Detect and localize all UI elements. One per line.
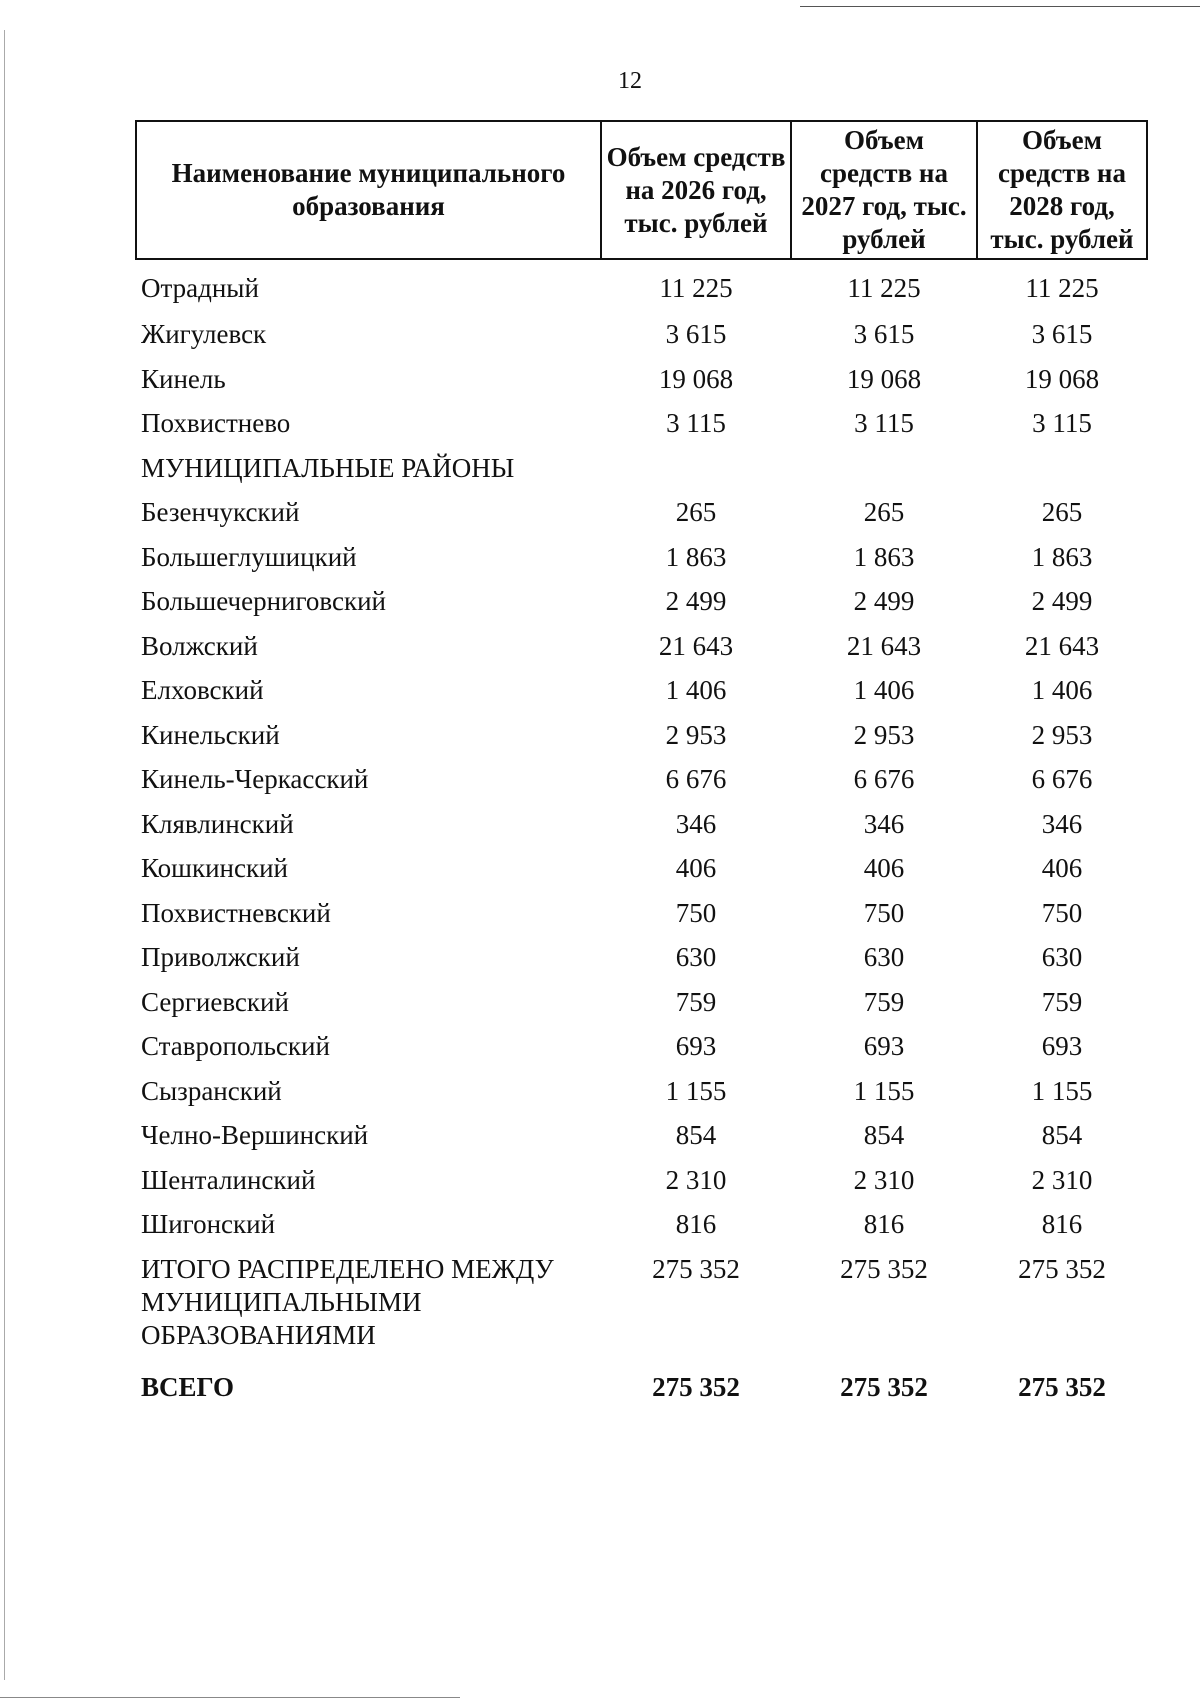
grand-total-2026: 275 352 — [652, 1371, 740, 1402]
section-title-row — [136, 446, 1147, 491]
row-value-2026: 3 615 — [665, 319, 727, 350]
table-row — [136, 1202, 1147, 1247]
row-value-2026: 630 — [675, 942, 717, 973]
row-value-2026: 750 — [675, 897, 717, 928]
row-value-2027: 2 499 — [853, 586, 915, 617]
row-value-2028: 19 068 — [1024, 363, 1100, 394]
row-value-2026: 1 155 — [665, 1075, 727, 1106]
section-title: МУНИЦИПАЛЬНЫЕ РАЙОНЫ — [141, 452, 515, 483]
row-value-2027: 406 — [863, 853, 905, 884]
row-value-2027: 750 — [863, 897, 905, 928]
table-row — [136, 401, 1147, 446]
row-value-2026: 854 — [675, 1120, 717, 1151]
row-value-2026: 759 — [675, 986, 717, 1017]
row-value-2027: 11 225 — [847, 273, 921, 303]
header-municipality-name: Наименование муниципального образования — [136, 121, 601, 259]
row-value-2027: 3 615 — [853, 319, 915, 350]
row-name: Челно-Вершинский — [141, 1120, 369, 1151]
row-name: Жигулевск — [141, 319, 267, 350]
row-value-2027: 630 — [863, 942, 905, 973]
table-row — [136, 846, 1147, 891]
row-value-2026: 265 — [675, 497, 717, 528]
table-row — [136, 1069, 1147, 1114]
row-name: Большечерниговский — [141, 586, 386, 617]
row-value-2028: 265 — [1041, 497, 1083, 528]
row-value-2027: 1 406 — [853, 675, 915, 706]
row-name: Кинель-Черкасский — [141, 764, 369, 795]
row-value-2028: 693 — [1041, 1031, 1083, 1062]
table-row — [136, 1158, 1147, 1203]
table-row — [136, 891, 1147, 936]
row-name: Кинель — [141, 363, 226, 394]
row-value-2027: 693 — [863, 1031, 905, 1062]
row-name: Шенталинский — [141, 1164, 316, 1195]
row-value-2027: 2 953 — [853, 719, 915, 750]
row-value-2028: 759 — [1041, 986, 1083, 1017]
row-value-2027: 19 068 — [846, 363, 922, 394]
row-value-2028: 11 225 — [1025, 273, 1099, 303]
row-name: Волжский — [141, 630, 258, 661]
row-value-2026: 2 310 — [665, 1164, 727, 1195]
row-name: Сергиевский — [141, 986, 289, 1017]
row-value-2026: 693 — [675, 1031, 717, 1062]
row-value-2027: 759 — [863, 986, 905, 1017]
row-value-2028: 6 676 — [1031, 764, 1093, 795]
row-value-2028: 1 406 — [1031, 675, 1093, 706]
page-number: 12 — [618, 68, 642, 94]
table-row — [136, 535, 1147, 580]
row-name: Шигонский — [141, 1209, 276, 1240]
row-value-2028: 854 — [1041, 1120, 1083, 1151]
row-name: Приволжский — [141, 942, 300, 973]
row-value-2028: 1 155 — [1031, 1075, 1093, 1106]
row-value-2026: 3 115 — [666, 408, 726, 439]
row-value-2026: 2 499 — [665, 586, 727, 617]
row-name: Безенчукский — [141, 497, 300, 528]
table-row — [136, 259, 1147, 312]
table-row — [136, 624, 1147, 669]
table-row — [136, 757, 1147, 802]
row-value-2028: 750 — [1041, 897, 1083, 928]
row-value-2026: 19 068 — [658, 363, 734, 394]
row-name: Клявлинский — [141, 808, 294, 839]
table-row — [136, 357, 1147, 402]
row-value-2027: 816 — [863, 1209, 905, 1240]
row-value-2027: 6 676 — [853, 764, 915, 795]
total-distributed-2028: 275 352 — [1018, 1253, 1106, 1284]
row-name: Кошкинский — [141, 853, 288, 884]
row-value-2028: 346 — [1041, 808, 1083, 839]
table-row — [136, 980, 1147, 1025]
table-row — [136, 713, 1147, 758]
row-name: Сызранский — [141, 1075, 282, 1106]
table-row — [136, 579, 1147, 624]
row-name: Большеглушицкий — [141, 541, 357, 572]
grand-total-row — [136, 1361, 1147, 1409]
row-name: Елховский — [141, 675, 264, 706]
row-value-2028: 1 863 — [1031, 541, 1093, 572]
row-value-2028: 2 953 — [1031, 719, 1093, 750]
row-value-2027: 21 643 — [846, 630, 922, 661]
row-value-2027: 265 — [863, 497, 905, 528]
row-value-2028: 406 — [1041, 853, 1083, 884]
grand-total-2027: 275 352 — [840, 1371, 928, 1402]
total-distributed-row — [136, 1247, 1147, 1361]
row-value-2027: 1 863 — [853, 541, 915, 572]
table-row — [136, 802, 1147, 847]
row-value-2026: 2 953 — [665, 719, 727, 750]
header-volume-2026: Объем средств на 2026 год, тыс. рублей — [601, 121, 791, 259]
row-value-2026: 21 643 — [658, 630, 734, 661]
header-volume-2028: Объем средств на 2028 год, тыс. рублей — [977, 121, 1147, 259]
row-value-2028: 630 — [1041, 942, 1083, 973]
row-value-2026: 6 676 — [665, 764, 727, 795]
row-name: Ставропольский — [141, 1031, 330, 1062]
scan-edge-bottom — [0, 1697, 460, 1698]
row-value-2026: 346 — [675, 808, 717, 839]
row-value-2026: 406 — [675, 853, 717, 884]
row-name: Отрадный — [141, 273, 259, 303]
table-row — [136, 668, 1147, 713]
table-row — [136, 490, 1147, 535]
row-value-2028: 816 — [1041, 1209, 1083, 1240]
total-distributed-label: ИТОГО РАСПРЕДЕЛЕНО МЕЖДУ МУНИЦИПАЛЬНЫМИ ОБРАЗОВАНИЯМИ — [141, 1253, 554, 1350]
row-name: Похвистневский — [141, 897, 331, 928]
scan-edge-top — [800, 6, 1200, 7]
row-value-2026: 816 — [675, 1209, 717, 1240]
row-name: Похвистнево — [141, 408, 291, 439]
row-value-2026: 11 225 — [659, 273, 733, 303]
row-value-2027: 1 155 — [853, 1075, 915, 1106]
row-value-2027: 2 310 — [853, 1164, 915, 1195]
row-value-2028: 3 615 — [1031, 319, 1093, 350]
row-value-2028: 21 643 — [1024, 630, 1100, 661]
row-value-2027: 854 — [863, 1120, 905, 1151]
table-row — [136, 312, 1147, 357]
grand-total-2028: 275 352 — [1018, 1371, 1106, 1402]
row-value-2027: 3 115 — [854, 408, 914, 439]
row-value-2026: 1 406 — [665, 675, 727, 706]
table-row — [136, 935, 1147, 980]
allocation-table-wrap — [135, 120, 1148, 1409]
row-value-2028: 2 499 — [1031, 586, 1093, 617]
row-value-2028: 2 310 — [1031, 1164, 1093, 1195]
allocation-table — [135, 120, 1148, 1409]
row-name: Кинельский — [141, 719, 280, 750]
grand-total-label: ВСЕГО — [141, 1371, 235, 1402]
total-distributed-2027: 275 352 — [840, 1253, 928, 1284]
table-row — [136, 1113, 1147, 1158]
table-row — [136, 1024, 1147, 1069]
table-header-row — [136, 121, 1147, 259]
row-value-2028: 3 115 — [1032, 408, 1092, 439]
row-value-2027: 346 — [863, 808, 905, 839]
row-value-2026: 1 863 — [665, 541, 727, 572]
scan-edge-left — [4, 30, 5, 1680]
total-distributed-2026: 275 352 — [652, 1253, 740, 1284]
header-volume-2027: Объем средств на 2027 год, тыс. рублей — [791, 121, 977, 259]
